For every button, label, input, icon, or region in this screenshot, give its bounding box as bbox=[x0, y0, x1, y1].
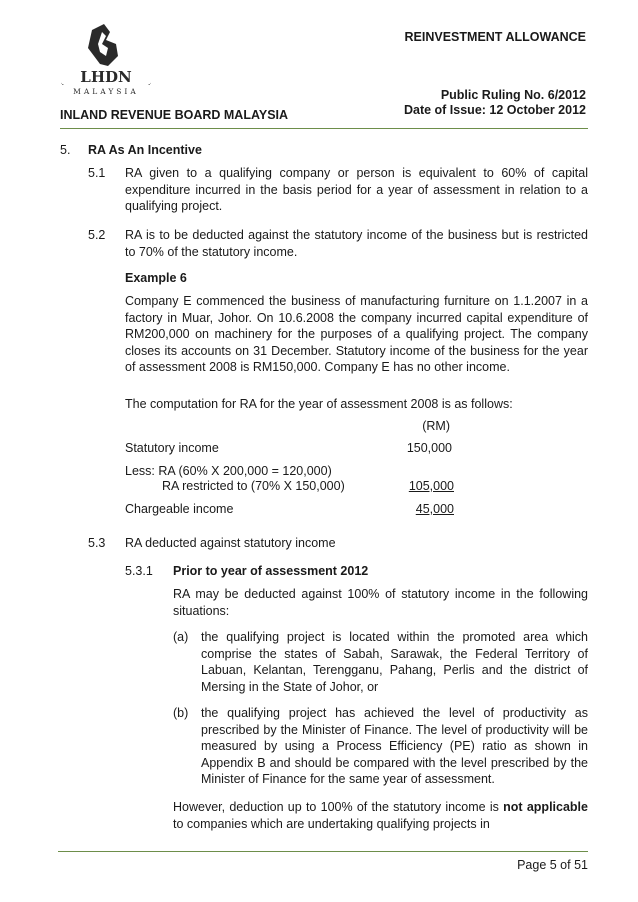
section-title: RA As An Incentive bbox=[88, 143, 202, 157]
para-5-1-number: 5.1 bbox=[88, 166, 106, 180]
chargeable-income-value: 45,000 bbox=[415, 502, 454, 516]
unit-label: (RM) bbox=[422, 419, 450, 433]
item-a-label: (a) bbox=[173, 630, 189, 644]
footer-divider bbox=[58, 851, 588, 852]
para-5-3-1-text: RA may be deducted against 100% of statutory income in the following situations: bbox=[173, 587, 588, 618]
chargeable-income-label: Chargeable income bbox=[125, 502, 234, 516]
para-5-3-1-number: 5.3.1 bbox=[125, 564, 153, 578]
para-5-3-1-title: Prior to year of assessment 2012 bbox=[173, 564, 369, 578]
organization-name: INLAND REVENUE BOARD MALAYSIA bbox=[60, 108, 289, 122]
logo-text: LHDN bbox=[80, 68, 132, 86]
para-5-3-title: RA deducted against statutory income bbox=[125, 536, 336, 550]
header-divider bbox=[60, 128, 588, 129]
lhdn-logo bbox=[58, 22, 154, 98]
ra-restricted-value: 105,000 bbox=[408, 479, 454, 493]
lhdn-logo-icon bbox=[58, 22, 154, 98]
page-number: Page 5 of 51 bbox=[517, 858, 588, 872]
issue-date: Date of Issue: 12 October 2012 bbox=[403, 103, 586, 117]
however-paragraph bbox=[173, 799, 588, 832]
example-text: Company E commenced the business of manufacturing furniture on 1.1.2007 in a factory in Muar, Johor. On 10.6.2008 the company incurred capital expenditure of RM200,000 on machinery for the purposes of a qualifying project. The company closes its accounts on 31 December. Statutory income of the business for the year of assessment 2008 is RM150,000. Company E has no other income. bbox=[125, 294, 588, 374]
statutory-income-value: 150,000 bbox=[406, 441, 452, 455]
ra-restricted-label: RA restricted to (70% X 150,000) bbox=[162, 479, 345, 493]
section-number: 5. bbox=[60, 143, 71, 157]
item-b-label: (b) bbox=[173, 706, 189, 720]
statutory-income-label: Statutory income bbox=[125, 441, 219, 455]
example-title: Example 6 bbox=[125, 271, 187, 285]
item-b-text: the qualifying project has achieved the level of productivity as prescribed by the Minister of Finance. The level of productivity will be measured by using a Process Efficiency (PE) ratio as shown in Appendix B and should be compared with the level prescribed by the Minister of Finance for the same year of assessment. bbox=[201, 706, 588, 786]
computation-intro: The computation for RA for the year of assessment 2008 is as follows: bbox=[125, 397, 513, 411]
however-text-1: However, deduction up to 100% of the statutory income is bbox=[173, 800, 499, 814]
however-text-2: to companies which are undertaking qualifying projects in bbox=[173, 816, 490, 831]
para-5-1-text: RA given to a qualifying company or person is equivalent to 60% of capital expenditure incurred in the basis period for a year of assessment in relation to a qualifying project. bbox=[125, 166, 588, 213]
logo-subtext: MALAYSIA bbox=[73, 87, 139, 96]
less-ra-label: Less: RA (60% X 200,000 = 120,000) bbox=[125, 464, 332, 478]
para-5-2-text: RA is to be deducted against the statutory income of the business but is restricted to 70% of the statutory income. bbox=[125, 228, 588, 259]
document-topic: REINVESTMENT ALLOWANCE bbox=[404, 30, 586, 44]
para-5-3-number: 5.3 bbox=[88, 536, 106, 550]
however-not: not bbox=[503, 800, 523, 814]
item-a-text: the qualifying project is located within the promoted area which comprise the states of Sabah, Sarawak, the Federal Territory of Labuan, Kelantan, Terengganu, Pahang, Perlis and the district of Mersing in the State of Johor, or bbox=[201, 630, 588, 694]
however-applicable: applicable bbox=[526, 800, 588, 814]
para-5-2-number: 5.2 bbox=[88, 228, 106, 242]
ruling-number: Public Ruling No. 6/2012 bbox=[440, 88, 586, 102]
